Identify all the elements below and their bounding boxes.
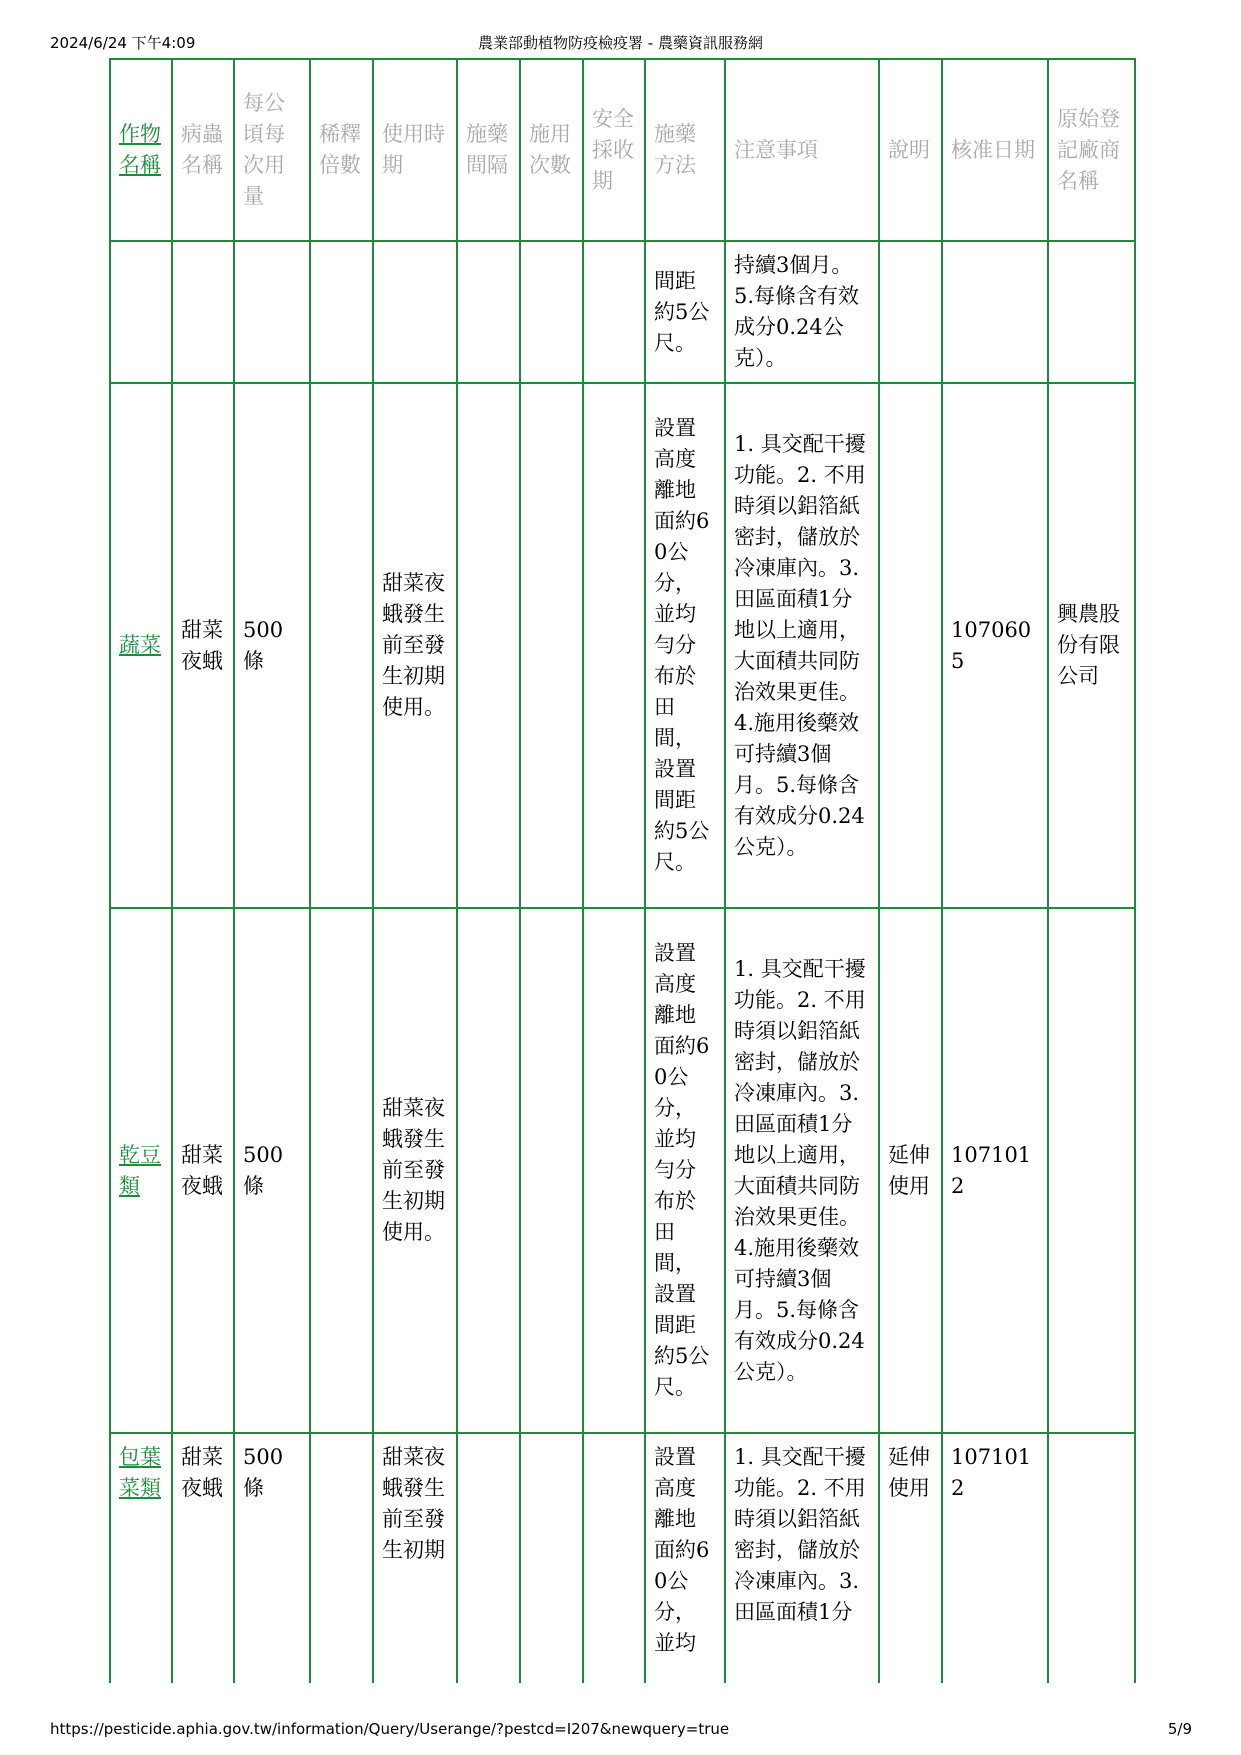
col-header-notes: 注意事項: [725, 59, 879, 241]
cell-notes: 持續3個月。5.每條含有效成分0.24公克）。: [725, 241, 879, 383]
cell-dose: 500條: [234, 1433, 310, 1683]
table-row: [110, 908, 1135, 1433]
col-header-remark: 說明: [879, 59, 942, 241]
cell-interval: [457, 241, 520, 383]
cell-times: [520, 383, 583, 908]
cell-dilution: [310, 241, 373, 383]
cell-dilution: [310, 1433, 373, 1683]
cell-remark: 延伸使用: [879, 908, 942, 1433]
col-header-dilution: 稀釋倍數: [310, 59, 373, 241]
col-header-maker: 原始登記廠商名稱: [1048, 59, 1135, 241]
cell-maker: [1048, 908, 1135, 1433]
cell-remark: [879, 383, 942, 908]
cell-crop: [110, 241, 172, 383]
cell-dose: [234, 241, 310, 383]
cell-method: 間距約5公尺。: [645, 241, 725, 383]
cell-interval: [457, 383, 520, 908]
col-header-timing: 使用時期: [373, 59, 457, 241]
cell-maker: [1048, 241, 1135, 383]
pesticide-usage-table: [109, 58, 1136, 1683]
cell-phi: [583, 908, 645, 1433]
table-row: [110, 241, 1135, 383]
crop-link[interactable]: 乾豆類: [119, 1142, 161, 1198]
cell-approve-date: 1071012: [942, 908, 1048, 1433]
cell-approve-date: 1071012: [942, 1433, 1048, 1683]
table-row: [110, 1433, 1135, 1683]
cell-pest: 甜菜夜蛾: [172, 383, 234, 908]
cell-times: [520, 908, 583, 1433]
print-date: 2024/6/24 下午4:09: [50, 34, 196, 52]
cell-remark: [879, 241, 942, 383]
cell-method: 設置高度離地面約60公分，並均: [645, 1433, 725, 1683]
cell-dose: 500條: [234, 908, 310, 1433]
cell-approve-date: 1070605: [942, 383, 1048, 908]
cell-dilution: [310, 908, 373, 1433]
cell-timing: [373, 241, 457, 383]
cell-phi: [583, 383, 645, 908]
page-title: 農業部動植物防疫檢疫署 - 農藥資訊服務網: [478, 34, 763, 52]
cell-dilution: [310, 383, 373, 908]
cell-notes: 1. 具交配干擾功能。2. 不用時須以鋁箔紙密封，儲放於冷凍庫內。3. 田區面積1分: [725, 1433, 879, 1683]
cell-crop[interactable]: [110, 908, 172, 1433]
table-header-row: [110, 59, 1135, 241]
col-header-method: 施藥方法: [645, 59, 725, 241]
cell-crop[interactable]: [110, 383, 172, 908]
cell-interval: [457, 1433, 520, 1683]
col-header-dose: 每公頃每次用量: [234, 59, 310, 241]
col-header-interval: 施藥間隔: [457, 59, 520, 241]
cell-pest: [172, 241, 234, 383]
crop-link[interactable]: 包葉菜類: [119, 1445, 161, 1500]
table-row: [110, 383, 1135, 908]
page-number: 5/9: [1167, 1720, 1192, 1738]
crop-link[interactable]: 蔬菜: [119, 633, 161, 657]
cell-phi: [583, 1433, 645, 1683]
cell-notes: 1. 具交配干擾功能。2. 不用時須以鋁箔紙密封，儲放於冷凍庫內。3. 田區面積1分地以上適用，大面積共同防治效果更佳。4.施用後藥效可持續3個月。5.每條含有效成分0.24公克）。: [725, 908, 879, 1433]
cell-timing: 甜菜夜蛾發生前至發生初期: [373, 1433, 457, 1683]
cell-interval: [457, 908, 520, 1433]
col-header-phi: 安全採收期: [583, 59, 645, 241]
cell-maker: [1048, 1433, 1135, 1683]
cell-pest: 甜菜夜蛾: [172, 1433, 234, 1683]
cell-timing: 甜菜夜蛾發生前至發生初期使用。: [373, 383, 457, 908]
cell-notes: 1. 具交配干擾功能。2. 不用時須以鋁箔紙密封，儲放於冷凍庫內。3. 田區面積1分地以上適用，大面積共同防治效果更佳。4.施用後藥效可持續3個月。5.每條含有效成分0.24公克）。: [725, 383, 879, 908]
cell-phi: [583, 241, 645, 383]
cell-approve-date: [942, 241, 1048, 383]
col-header-pest: 病蟲名稱: [172, 59, 234, 241]
cell-method: 設置高度離地面約60公分，並均勻分布於田間，設置間距約5公尺。: [645, 908, 725, 1433]
cell-timing: 甜菜夜蛾發生前至發生初期使用。: [373, 908, 457, 1433]
cell-times: [520, 1433, 583, 1683]
cell-remark: 延伸使用: [879, 1433, 942, 1683]
cell-dose: 500條: [234, 383, 310, 908]
cell-maker: 興農股份有限公司: [1048, 383, 1135, 908]
col-header-crop[interactable]: 作物名稱: [110, 59, 172, 241]
col-header-times: 施用次數: [520, 59, 583, 241]
cell-method: 設置高度離地面約60公分，並均勻分布於田間，設置間距約5公尺。: [645, 383, 725, 908]
page-url: https://pesticide.aphia.gov.tw/information/Query/Userange/?pestcd=I207&newquery=true: [50, 1720, 730, 1738]
cell-pest: 甜菜夜蛾: [172, 908, 234, 1433]
cell-crop[interactable]: [110, 1433, 172, 1683]
col-header-approve-date: 核准日期: [942, 59, 1048, 241]
cell-times: [520, 241, 583, 383]
